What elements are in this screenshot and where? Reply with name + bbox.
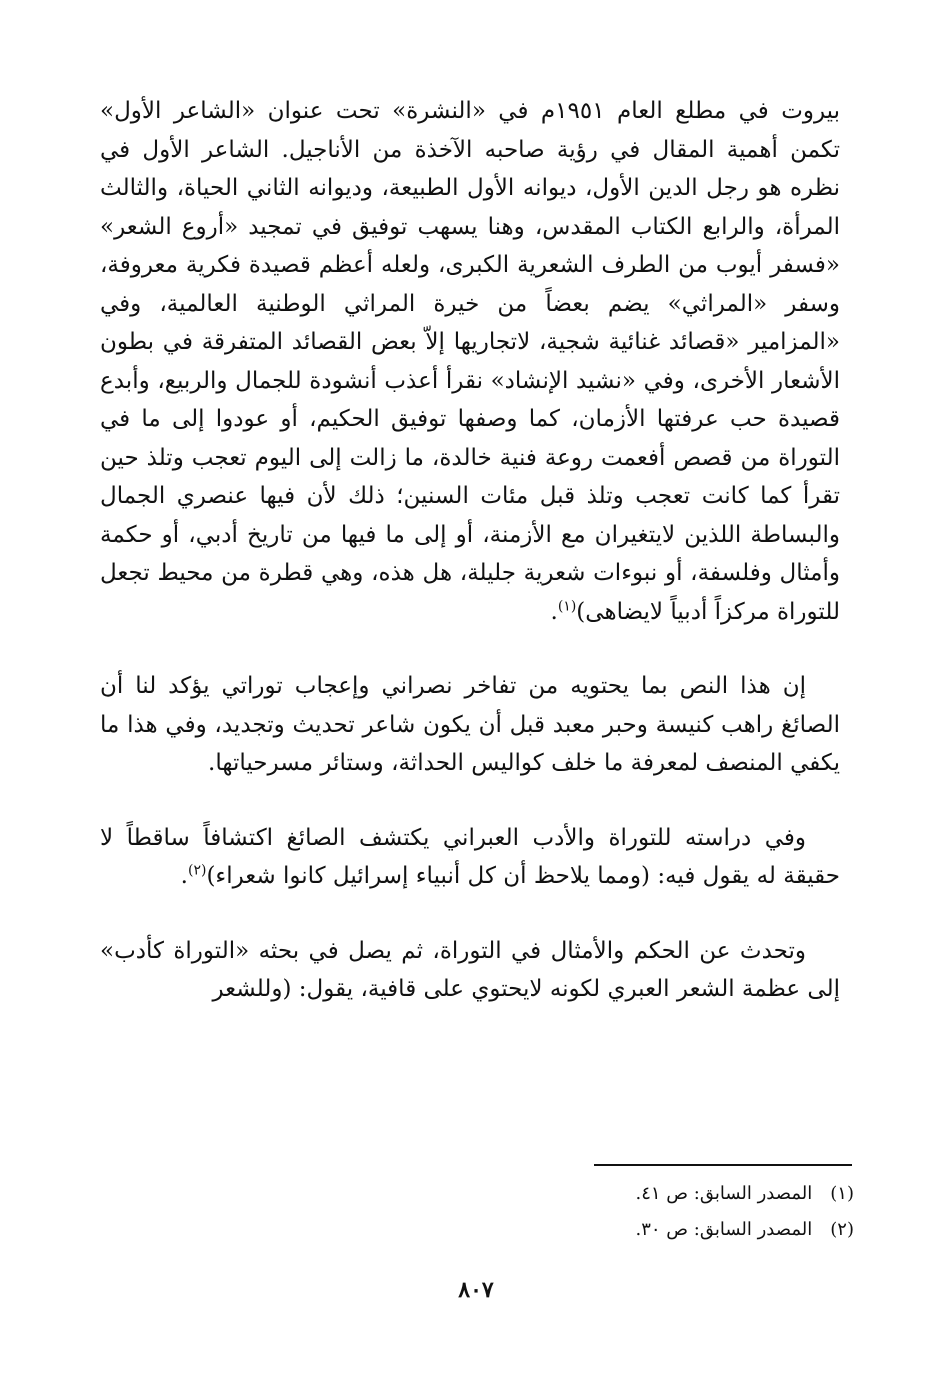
footnotes xyxy=(254,1176,854,1248)
paragraph-end-mark: . xyxy=(550,598,558,625)
paragraph-quotation xyxy=(100,92,840,631)
footnote-reference: (٢) xyxy=(187,862,207,879)
main-text xyxy=(100,92,840,1009)
footnote-divider xyxy=(594,1164,852,1166)
footnote-text: المصدر السابق: ص ٣٠. xyxy=(635,1219,813,1240)
paragraph-text: بيروت في مطلع العام ١٩٥١م في «النشرة» تحت عنوان «الشاعر الأول» تكمن أهمية المقال في رؤية صاحبه الآخذة من الأناجيل. الشاعر الأول في نظره هو رجل الدين الأول، ديوانه الأول الطبيعة، وديوانه الثاني الحياة، والثالث المرأة، والرابع الكتاب المقدس، وهنا يسهب توفيق في تمجيد «أروع الشعر» «فسفر أيوب من الطرف الشعرية الكبرى، ولعله أعظم قصيدة فكرية معروفة، وسفر «المراثي» يضم بعضاً من خيرة المراثي الوطنية العالمية، وفي «المزامير «قصائد غنائية شجية، لاتجاريها إلاّ بعض القصائد المتفرقة في بطون الأشعار الأخرى، وفي «نشيد الإنشاد» نقرأ أعذب أنشودة للجمال والربيع، وأبدع قصيدة حب عرفتها الأزمان، كما وصفها توفيق الحكيم، أو عودوا إلى ما في التوراة من قصص أفعمت روعة فنية خالدة، ما زالت إلى اليوم تعجب وتلذ حين تقرأ كما كانت تعجب وتلذ قبل مئات السنين؛ ذلك لأن فيها عنصري الجمال والبساطة اللذين لايتغيران مع الأزمنة، أو إلى ما فيها من تاريخ أدبي، أو حكمة وأمثال وفلسفة، أو نبوءات شعرية جليلة، هل هذه، وهي قطرة من محيط تجعل للتوراة مركزاً أدبياً لايضاهى) xyxy=(100,98,840,625)
footnote-number: (٢) xyxy=(830,1219,854,1240)
footnote-text: المصدر السابق: ص ٤١. xyxy=(635,1183,813,1204)
paragraph-torah-study xyxy=(100,819,840,896)
paragraph-wisdom xyxy=(100,932,840,1009)
paragraph-text: وتحدث عن الحكم والأمثال في التوراة، ثم يصل في بحثه «التوراة كأدب» إلى عظمة الشعر العبري لكونه لايحتوي على قافية، يقول: (وللشعر xyxy=(100,937,840,1002)
paragraph-commentary xyxy=(100,667,840,783)
paragraph-gap xyxy=(100,783,840,819)
paragraph-text: وفي دراسته للتوراة والأدب العبراني يكتشف الصائغ اكتشافاً ساقطاً لا حقيقة له يقول فيه: (ومما يلاحظ أن كل أنبياء إسرائيل كانوا شعراء) xyxy=(100,824,840,889)
footnote-1 xyxy=(254,1176,854,1212)
paragraph-end-mark: . xyxy=(180,863,188,889)
footnote-2 xyxy=(254,1212,854,1248)
paragraph-gap xyxy=(100,631,840,667)
page-number: ٨٠٧ xyxy=(458,1277,494,1303)
footnote-reference: (١) xyxy=(557,597,577,614)
footnote-number: (١) xyxy=(830,1183,854,1204)
paragraph-gap xyxy=(100,896,840,932)
paragraph-text: إن هذا النص بما يحتويه من تفاخر نصراني وإعجاب توراتي يؤكد لنا أن الصائغ راهب كنيسة وحبر معبد قبل أن يكون شاعر تحديث وتجديد، وفي هذا ما يكفي المنصف لمعرفة ما خلف كواليس الحداثة، وستائر مسرحياتها. xyxy=(100,673,840,776)
